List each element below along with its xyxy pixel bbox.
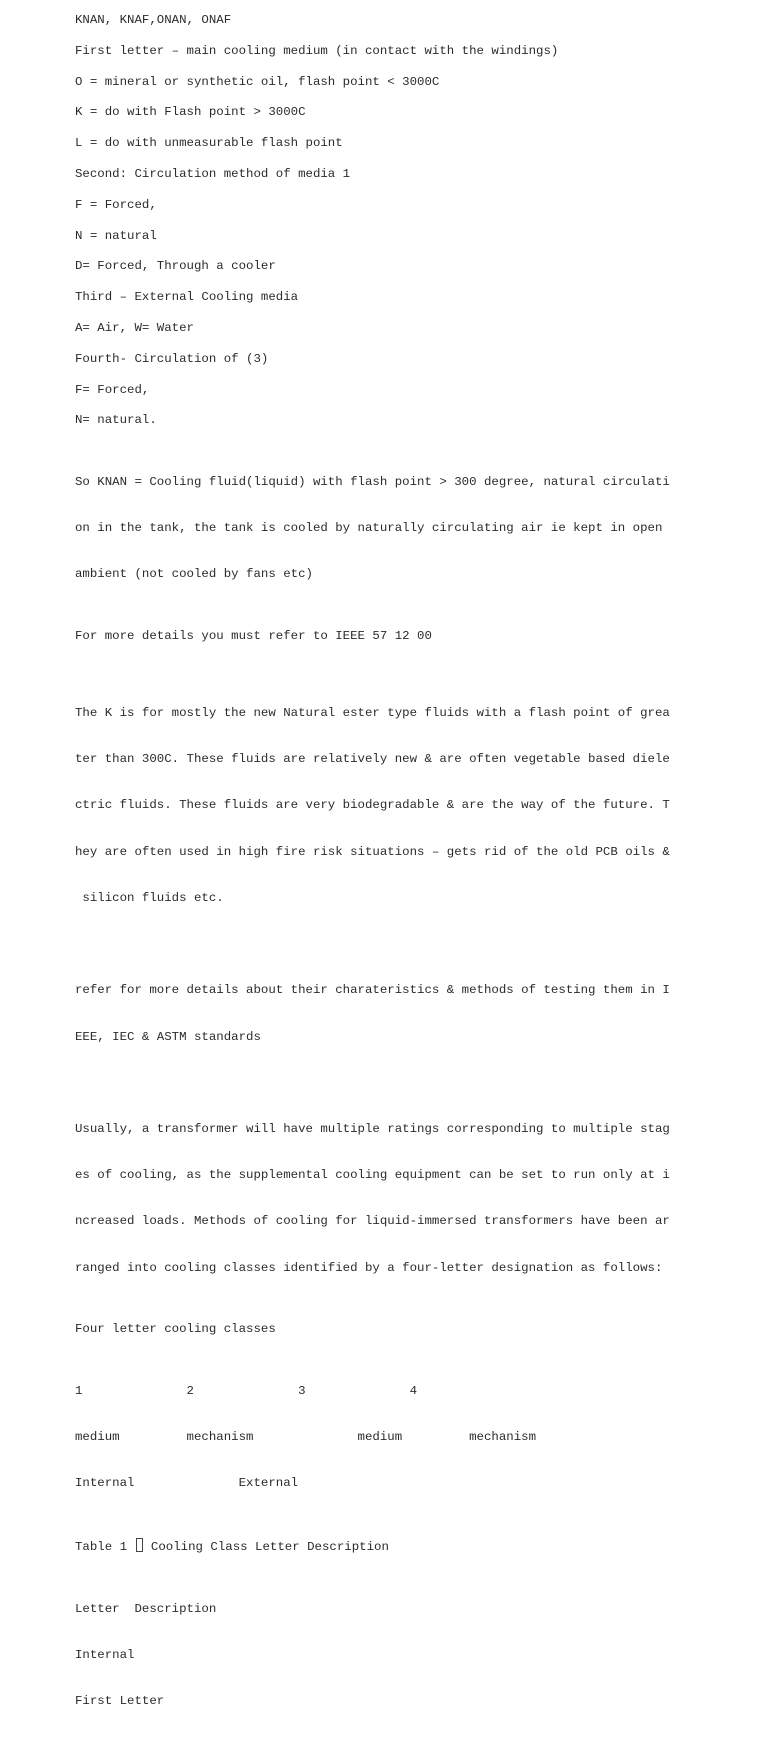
paragraph-knan-explanation: So KNAN = Cooling fluid(liquid) with flash point > 300 degree, natural circulati on in the tank, the tank is cooled by naturally circulating air ie kept in open ambient (not cooled by fans etc) — [75, 474, 670, 582]
table-title-suffix: Cooling Class Letter Description — [143, 1539, 389, 1554]
paragraph-ieee-reference: For more details you must refer to IEEE 57 12 00 — [75, 629, 432, 644]
paragraph-natural-ester: The K is for mostly the new Natural ester type fluids with a flash point of grea ter than 300C. These fluids are relatively new & are often vegetable based diele ctric fluids. These fluids are very biodegradable & are the way of the future. T hey are often used in high fire risk situations – gets rid of the old PCB oils & silicon fluids etc. — [75, 706, 670, 905]
paragraph-standards-reference: refer for more details about their charateristics & methods of testing them in I EEE, IEC & ASTM standards — [75, 983, 670, 1044]
paragraph-first-letter: First letter – main cooling medium (in contact with the windings) — [75, 43, 559, 58]
paragraph-fourth: Fourth- Circulation of (3) — [75, 351, 269, 366]
paragraph-k-definition: K = do with Flash point > 3000C — [75, 105, 306, 120]
paragraph-table-title — [75, 1538, 750, 1555]
paragraph-n-natural-2: N= natural. — [75, 413, 157, 428]
paragraph-four-letter-heading: Four letter cooling classes — [75, 1322, 276, 1337]
paragraph-cooling-columns: 1 2 3 4 medium mechanism medium mechanism Internal External — [75, 1383, 537, 1491]
paragraph-air-water: A= Air, W= Water — [75, 320, 194, 335]
paragraph-n-natural: N = natural — [75, 228, 157, 243]
paragraph-third: Third – External Cooling media — [75, 290, 299, 305]
missing-glyph-icon — [136, 1538, 143, 1552]
paragraph-f-forced-2: F= Forced, — [75, 382, 150, 397]
paragraph-title: KNAN, KNAF,ONAN, ONAF — [75, 13, 232, 27]
paragraph-table-header: Letter Description Internal First Letter — [75, 1601, 217, 1708]
paragraph-o-definition: O = mineral or synthetic oil, flash point < 3000C — [75, 74, 440, 89]
document-body — [75, 13, 750, 1756]
table-title-prefix: Table 1 — [75, 1539, 135, 1554]
paragraph-second: Second: Circulation method of media 1 — [75, 166, 351, 181]
paragraph-f-forced: F = Forced, — [75, 197, 157, 212]
paragraph-d-forced: D= Forced, Through a cooler — [75, 259, 276, 274]
paragraph-l-definition: L = do with unmeasurable flash point — [75, 136, 343, 151]
paragraph-multiple-ratings: Usually, a transformer will have multiple ratings corresponding to multiple stag es of cooling, as the supplemental cooling equipment can be set to run only at i ncreased loads. Methods of cooling for liquid-immersed transformers have been ar ranged into cooling classes identified by a four-letter designation as follows: — [75, 1121, 670, 1275]
